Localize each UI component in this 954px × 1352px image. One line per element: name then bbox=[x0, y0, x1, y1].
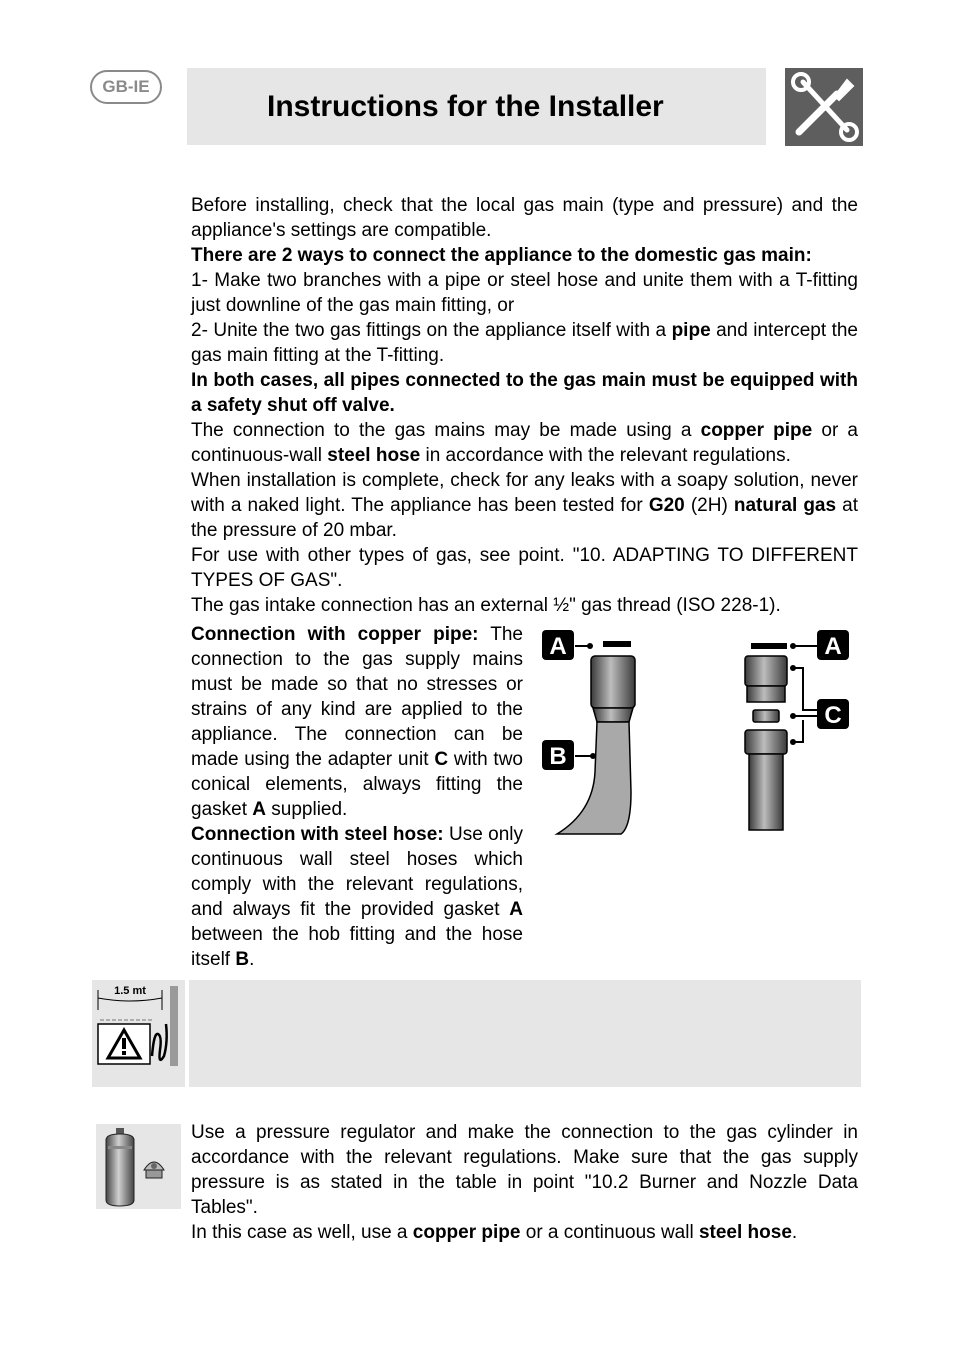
intro-paragraph-9: The gas intake connection has an external ½" gas thread (ISO 228-1). bbox=[191, 595, 781, 616]
steel-hose-paragraph bbox=[191, 822, 523, 972]
connection-diagram bbox=[535, 622, 860, 847]
intro-paragraph-5 bbox=[191, 368, 858, 418]
intro-text bbox=[191, 193, 858, 618]
text-run: or a continuous-wall bbox=[191, 420, 859, 466]
text-run: . bbox=[249, 949, 255, 970]
steel-hose-heading: Connection with steel hose: bbox=[191, 824, 444, 845]
region-badge: GB-IE bbox=[90, 70, 162, 104]
text-run: In this case as well, use a bbox=[191, 1222, 413, 1243]
intro-paragraph-5-bold: In both cases, all pipes connected to the gas main must be equipped with a safety shut off valve. bbox=[191, 370, 858, 416]
cylinder-paragraph-2 bbox=[191, 1220, 858, 1245]
adapter-c-cone bbox=[753, 710, 779, 722]
label-c: C bbox=[824, 702, 842, 729]
text-run: and intercept the gas main fitting at the T-fitting. bbox=[191, 320, 858, 366]
copper-pipe-heading: Connection with copper pipe: bbox=[191, 624, 479, 645]
text-run: The connection to the gas mains may be made using a bbox=[191, 420, 701, 441]
page-title: Instructions for the Installer bbox=[267, 89, 664, 123]
tools-icon bbox=[785, 68, 863, 146]
intro-paragraph-8: For use with other types of gas, see point. "10. ADAPTING TO DIFFERENT TYPES OF GAS". bbox=[191, 545, 858, 591]
text-run: . bbox=[791, 1222, 798, 1243]
hose-length-warning-icon bbox=[92, 980, 185, 1087]
text-run-bold: A bbox=[509, 899, 523, 920]
label-a-right: A bbox=[824, 633, 842, 660]
intro-paragraph-6 bbox=[191, 418, 858, 468]
text-run: Use only continuous wall steel hoses which comply with the relevant regulations, and always fit the provided gasket bbox=[191, 824, 523, 920]
intro-paragraph-4 bbox=[191, 318, 858, 368]
gas-cylinder-icon bbox=[96, 1124, 181, 1209]
intro-paragraph-7 bbox=[191, 468, 858, 543]
text-run: in accordance with the relevant regulations. bbox=[420, 445, 791, 466]
connection-text bbox=[191, 622, 523, 972]
text-run: 2- Unite the two gas fittings on the appliance itself with a bbox=[191, 320, 672, 341]
text-run-bold: A bbox=[252, 799, 266, 820]
cylinder-text bbox=[191, 1120, 858, 1245]
label-b: B bbox=[549, 743, 567, 770]
text-run-bold: C bbox=[434, 749, 449, 770]
gasket-a-right bbox=[751, 643, 787, 649]
copper-pipe-paragraph bbox=[191, 622, 523, 822]
copper-pipe-assembly bbox=[745, 630, 849, 830]
text-run: at the pressure of 20 mbar. bbox=[191, 495, 859, 541]
hob-fitting-left bbox=[591, 656, 635, 708]
text-run: (2H) bbox=[684, 495, 734, 516]
text-run-bold: natural gas bbox=[733, 495, 837, 516]
intro-paragraph-3: 1- Make two branches with a pipe or steel hose and unite them with a T-fitting just downline of the gas main fitting, or bbox=[191, 270, 858, 316]
text-run-bold: B bbox=[235, 949, 250, 970]
text-run-bold: G20 bbox=[648, 495, 685, 516]
steel-hose-assembly bbox=[542, 630, 635, 834]
text-run-bold: copper pipe bbox=[700, 420, 813, 441]
intro-paragraph-2 bbox=[191, 243, 858, 268]
text-run-bold: steel hose bbox=[327, 445, 421, 466]
intro-paragraph-1: Before installing, check that the local gas main (type and pressure) and the appliance's settings are compatible. bbox=[191, 195, 858, 241]
hose-length-label: 1.5 mt bbox=[114, 985, 146, 997]
copper-pipe bbox=[749, 754, 783, 830]
text-run-bold: steel hose bbox=[698, 1222, 792, 1243]
text-run-bold: pipe bbox=[671, 320, 711, 341]
text-run: supplied. bbox=[266, 799, 348, 820]
label-a-left: A bbox=[549, 633, 567, 660]
cylinder-paragraph-1: Use a pressure regulator and make the connection to the gas cylinder in accordance with the relevant regulations. Make sure that the gas supply pressure is as stated in the table in point "10.2 Burner and Nozzle Data Tables". bbox=[191, 1122, 858, 1218]
text-run-bold: copper pipe bbox=[412, 1222, 521, 1243]
text-run: with two conical elements, always fitting the gasket bbox=[191, 749, 523, 820]
page-header bbox=[187, 68, 766, 145]
text-run: between the hob fitting and the hose itself bbox=[191, 924, 523, 970]
warning-panel bbox=[189, 980, 861, 1087]
text-run: or a continuous wall bbox=[520, 1222, 699, 1243]
text-run: The connection to the gas supply mains must be made so that no stresses or strains of any kind are applied to the appliance. The connection can be made using the adapter unit bbox=[191, 624, 523, 770]
hob-fitting-right bbox=[745, 656, 787, 686]
intro-paragraph-2-bold: There are 2 ways to connect the appliance to the domestic gas main: bbox=[191, 245, 812, 266]
gasket-a-left bbox=[603, 641, 631, 647]
text-run: When installation is complete, check for any leaks with a soapy solution, never with a naked light. The appliance has been tested for bbox=[191, 470, 858, 516]
steel-hose-b bbox=[557, 722, 631, 834]
adapter-c-nut bbox=[745, 730, 787, 754]
